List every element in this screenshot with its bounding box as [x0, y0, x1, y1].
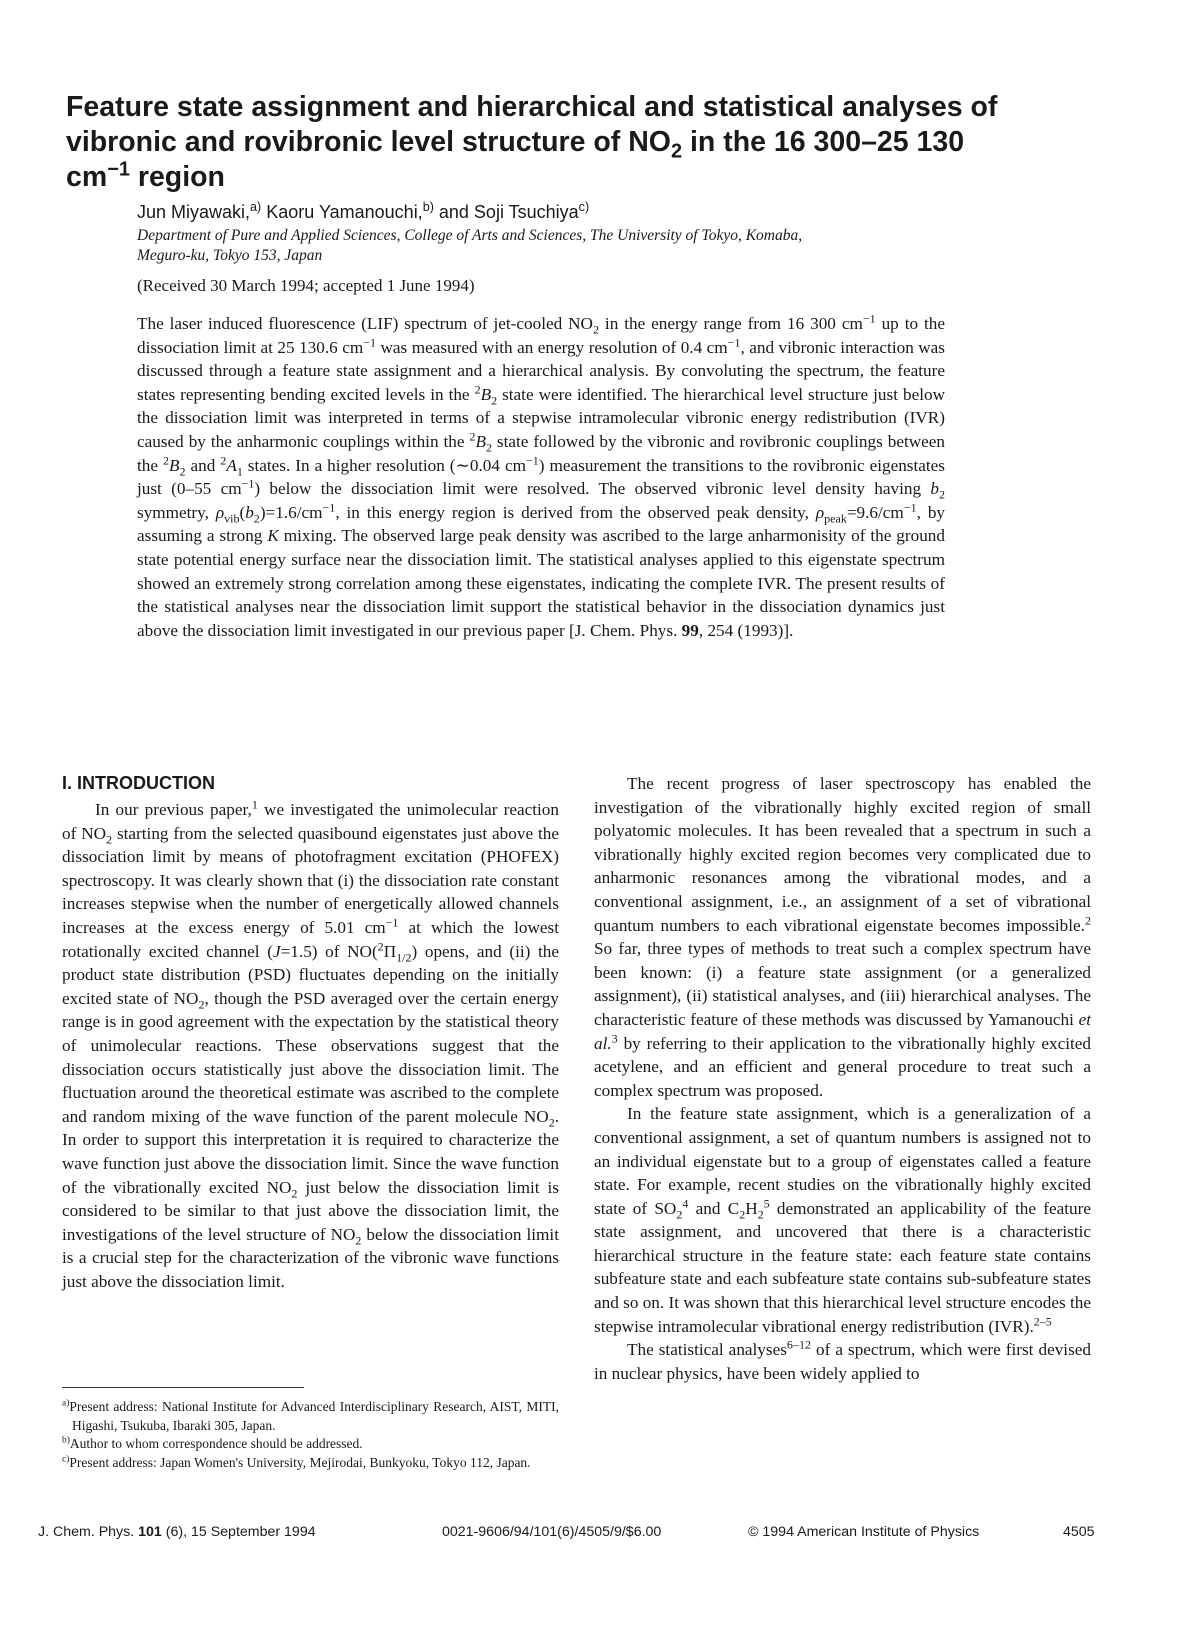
citation-ref[interactable]: 3: [611, 1030, 618, 1045]
title-text: region: [129, 161, 225, 193]
footnote: $^{a)}$Present address: National Institute for Advanced Interdisciplinary Research, AIST, MITI, Higashi, Tsukuba, Ibaraki 305, Japan.: [62, 1398, 559, 1433]
author-list: [137, 200, 1037, 224]
right-column: [594, 772, 1091, 1385]
citation-ref[interactable]: 2: [1084, 912, 1091, 927]
footnote-marker[interactable]: a): [250, 200, 262, 214]
article-title: [66, 90, 1066, 195]
superscript: −1: [107, 158, 130, 181]
copyright-notice: © 1994 American Institute of Physics: [748, 1524, 980, 1540]
author-name: and Soji Tsuchiya: [433, 202, 579, 222]
paragraph: In our previous paper,$^1$ we investigated the unimolecular reaction of $NO_2$ starting from the selected quasibound eigenstates just above the dissociation limit by means of photofragment excitation (PHOFEX) spectroscopy. It was clearly shown that (i) the dissociation rate constant increases stepwise when the number of energetically allowed channels increases at the excess energy of 5.01 $cm^{-1}$ at which the lowest rotationally excited channel (J=1.5) of $NO(^2\Pi_{1/2})$ opens, and (ii) the product state distribution (PSD) fluctuates depending on the initially excited state of $NO_2$, though the PSD averaged over the certain energy range is in good agreement with the expectation by the statistical theory of unimolecular reactions. These observations suggest that the dissociation occurs statistically just above the dissociation limit. The fluctuation around the theoretical estimate was ascribed to the complete and random mixing of the wave function of the parent molecule $NO_2$. In order to support this interpretation it is required to characterize the wave function just above the dissociation limit. Since the wave function of the vibrationally excited $NO_2$ just below the dissociation limit is considered to be similar to that just above the dissociation limit, the investigations of the level structure of $NO_2$ below the dissociation limit is a crucial step for the characterization of the vibronic wave functions just above the dissociation limit.: [62, 797, 559, 1291]
author-name: Jun Miyawaki,: [137, 202, 251, 222]
journal-citation: J. Chem. Phys. 101 (6), 15 September 1994: [38, 1524, 316, 1540]
section-heading: I. INTRODUCTION: [62, 773, 215, 793]
footnote-marker[interactable]: c): [578, 200, 590, 214]
affiliation-line: Department of Pure and Applied Sciences, College of Arts and Sciences, The University of Tokyo, Komaba,: [137, 227, 803, 244]
affiliation-line: Meguro-ku, Tokyo 153, Japan: [137, 247, 323, 264]
title-text: in the 16 300–25 130: [682, 126, 965, 158]
affiliation: [137, 226, 987, 266]
footnotes: [62, 1398, 559, 1472]
footnote-divider: [62, 1387, 304, 1388]
left-column: [62, 772, 559, 1293]
citation-ref[interactable]: 5: [763, 1195, 770, 1210]
citation-ref[interactable]: 4: [682, 1195, 689, 1210]
subscript: 2: [670, 140, 683, 163]
article-code: 0021-9606/94/101(6)/4505/9/$6.00: [442, 1524, 662, 1540]
citation-ref[interactable]: 6–12: [786, 1337, 811, 1352]
footnote-marker[interactable]: b): [422, 200, 434, 214]
paragraph: The statistical analyses$^{6-12}$ of a spectrum, which were first devised in nuclear physics, have been widely applied to: [594, 1337, 1091, 1383]
paragraph: In the feature state assignment, which is a generalization of a conventional assignment, a set of quantum numbers is assigned not to an individual eigenstate but to a group of eigenstates called a feature state. For example, recent studies on the vibrationally highly excited state of $SO_2^4$ and $C_2H_2^5$ demonstrated an applicability of the feature state assignment, and uncovered that there is a characteristic hierarchical structure in the feature state: each feature state contains subfeature state and each subfeature state contains sub-subfeature states and so on. It was shown that this hierarchical level structure encodes the stepwise intramolecular vibrational energy redistribution (IVR).$^{2-5}$: [594, 1104, 1092, 1336]
paragraph: The recent progress of laser spectroscopy has enabled the investigation of the vibrationally highly excited region of small polyatomic molecules. It has been revealed that a spectrum in such a vibrationally highly excited region becomes very complicated due to anharmonic resonances among the vibrational modes, and a conventional assignment, i.e., an assignment of a set of vibrational quantum numbers to each vibrational eigenstate becomes impossible.$^2$ So far, three types of methods to treat such a complex spectrum have been known: (i) a feature state assignment (or a generalized assignment), (ii) statistical analyses, and (iii) hierarchical analyses. The characteristic feature of these methods was discussed by Yamanouchi et al.$^3$ by referring to their application to the vibrationally highly excited acetylene, and an efficient and general procedure to treat such a complex spectrum was proposed.: [594, 774, 1091, 1100]
citation-ref[interactable]: 1: [251, 797, 258, 812]
title-line: Feature state assignment and hierarchical and statistical analyses of: [66, 91, 998, 123]
received-dates: (Received 30 March 1994; accepted 1 June 1994): [137, 276, 475, 295]
citation-ref[interactable]: 2–5: [1033, 1313, 1052, 1328]
author-name: Kaoru Yamanouchi,: [261, 202, 423, 222]
abstract: The laser induced fluorescence (LIF) spectrum of jet-cooled $NO_2$ in the energy range from 16 300 $cm^{-1}$ up to the dissociation limit at 25 130.6 $cm^{-1}$ was measured with an energy resolution of 0.4 $cm^{-1}$, and vibronic interaction was discussed through a feature state assignment and a hierarchical analysis. By convoluting the spectrum, the feature states representing bending excited levels in the $^2B_2$ state were identified. The hierarchical level structure just below the dissociation limit was interpreted in terms of a stepwise intramolecular vibronic energy redistribution (IVR) caused by the anharmonic couplings within the $^2B_2$ state followed by the vibronic and rovibronic couplings between the $^2B_2$ and $^2A_1$ states. In a higher resolution (∼0.04 $cm^{-1}$) measurement the transitions to the rovibronic eigenstates just (0–55 $cm^{-1}$) below the dissociation limit were resolved. The observed vibronic level density having $b_2$ symmetry, $\rho_{vib}(b_2)=1.6/cm^{-1}$, in this energy region is derived from the observed peak density, $\rho_{peak}=9.6/cm^{-1}$, by assuming a strong K mixing. The observed large peak density was ascribed to the large anharmonisity of the ground state potential energy surface near the dissociation limit. The statistical analyses applied to this eigenstate spectrum showed an extremely strong correlation among these eigenstates, indicating the complete IVR. The present results of the statistical analyses near the dissociation limit support the statistical behavior in the dissociation dynamics just above the dissociation limit investigated in our previous paper [J. Chem. Phys. 99, 254 (1993)].: [137, 311, 946, 640]
page-number: 4505: [1063, 1524, 1095, 1540]
title-line: cm: [66, 161, 108, 193]
title-line: vibronic and rovibronic level structure of NO: [66, 126, 671, 158]
footnote: $^{c)}$Present address: Japan Women's University, Mejirodai, Bunkyoku, Tokyo 112, Japan.: [62, 1454, 531, 1470]
footnote: $^{b)}$Author to whom correspondence should be addressed.: [62, 1435, 363, 1451]
